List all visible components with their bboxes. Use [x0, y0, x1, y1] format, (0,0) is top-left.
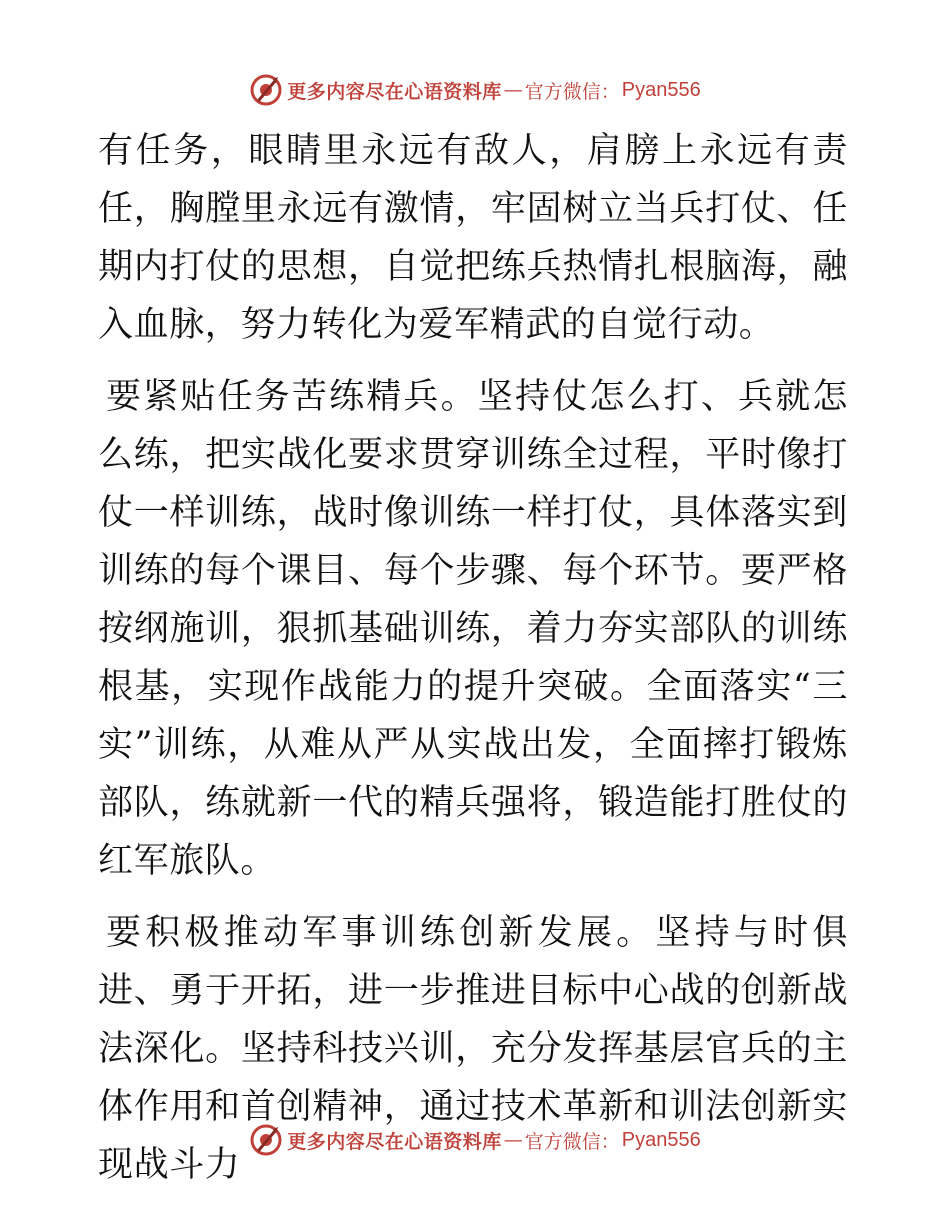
wechat-account: Pyan556 [621, 1128, 701, 1151]
footer-watermark-banner [0, 1120, 950, 1160]
paragraph-1: 有任务，眼睛里永远有敌人，肩膀上永远有责任，胸膛里永远有激情，牢固树立当兵打仗、任期内打仗的思想，自觉把练兵热情扎根脑海，融入血脉，努力转化为爱军精武的自觉行动。 [98, 131, 848, 345]
paragraph-2: 要紧贴任务苦练精兵。坚持仗怎么打、兵就怎么练，把实战化要求贯穿训练全过程，平时像打仗一样训练，战时像训练一样打仗，具体落实到训练的每个课目、每个步骤、每个环节。要严格按纲施训，狠抓基础训练，着力夯实部队的训练根基，实现作战能力的提升突破。全面落实“三实”训练，从难从严从实战出发，全面摔打锻炼部队，练就新一代的精兵强将，锻造能打胜仗的红军旅队。 [98, 377, 848, 881]
document-body [98, 122, 848, 1194]
site-name: 更多内容尽在心语资料库 [287, 1130, 502, 1153]
brand-logo-icon [249, 1123, 283, 1157]
banner-separator: — [503, 1129, 523, 1151]
site-name: 更多内容尽在心语资料库 [287, 80, 502, 103]
wechat-label: 官方微信： [524, 80, 620, 103]
brand-logo-icon [249, 73, 283, 107]
header-watermark-banner [0, 70, 950, 110]
wechat-label: 官方微信： [524, 1130, 620, 1153]
banner-separator: — [503, 79, 523, 101]
wechat-account: Pyan556 [621, 78, 701, 101]
paragraph-3: 要积极推动军事训练创新发展。坚持与时俱进、勇于开拓，进一步推进目标中心战的创新战法深化。坚持科技兴训，充分发挥基层官兵的主体作用和首创精神，通过技术革新和训法创新实现战斗力 [98, 913, 848, 1185]
